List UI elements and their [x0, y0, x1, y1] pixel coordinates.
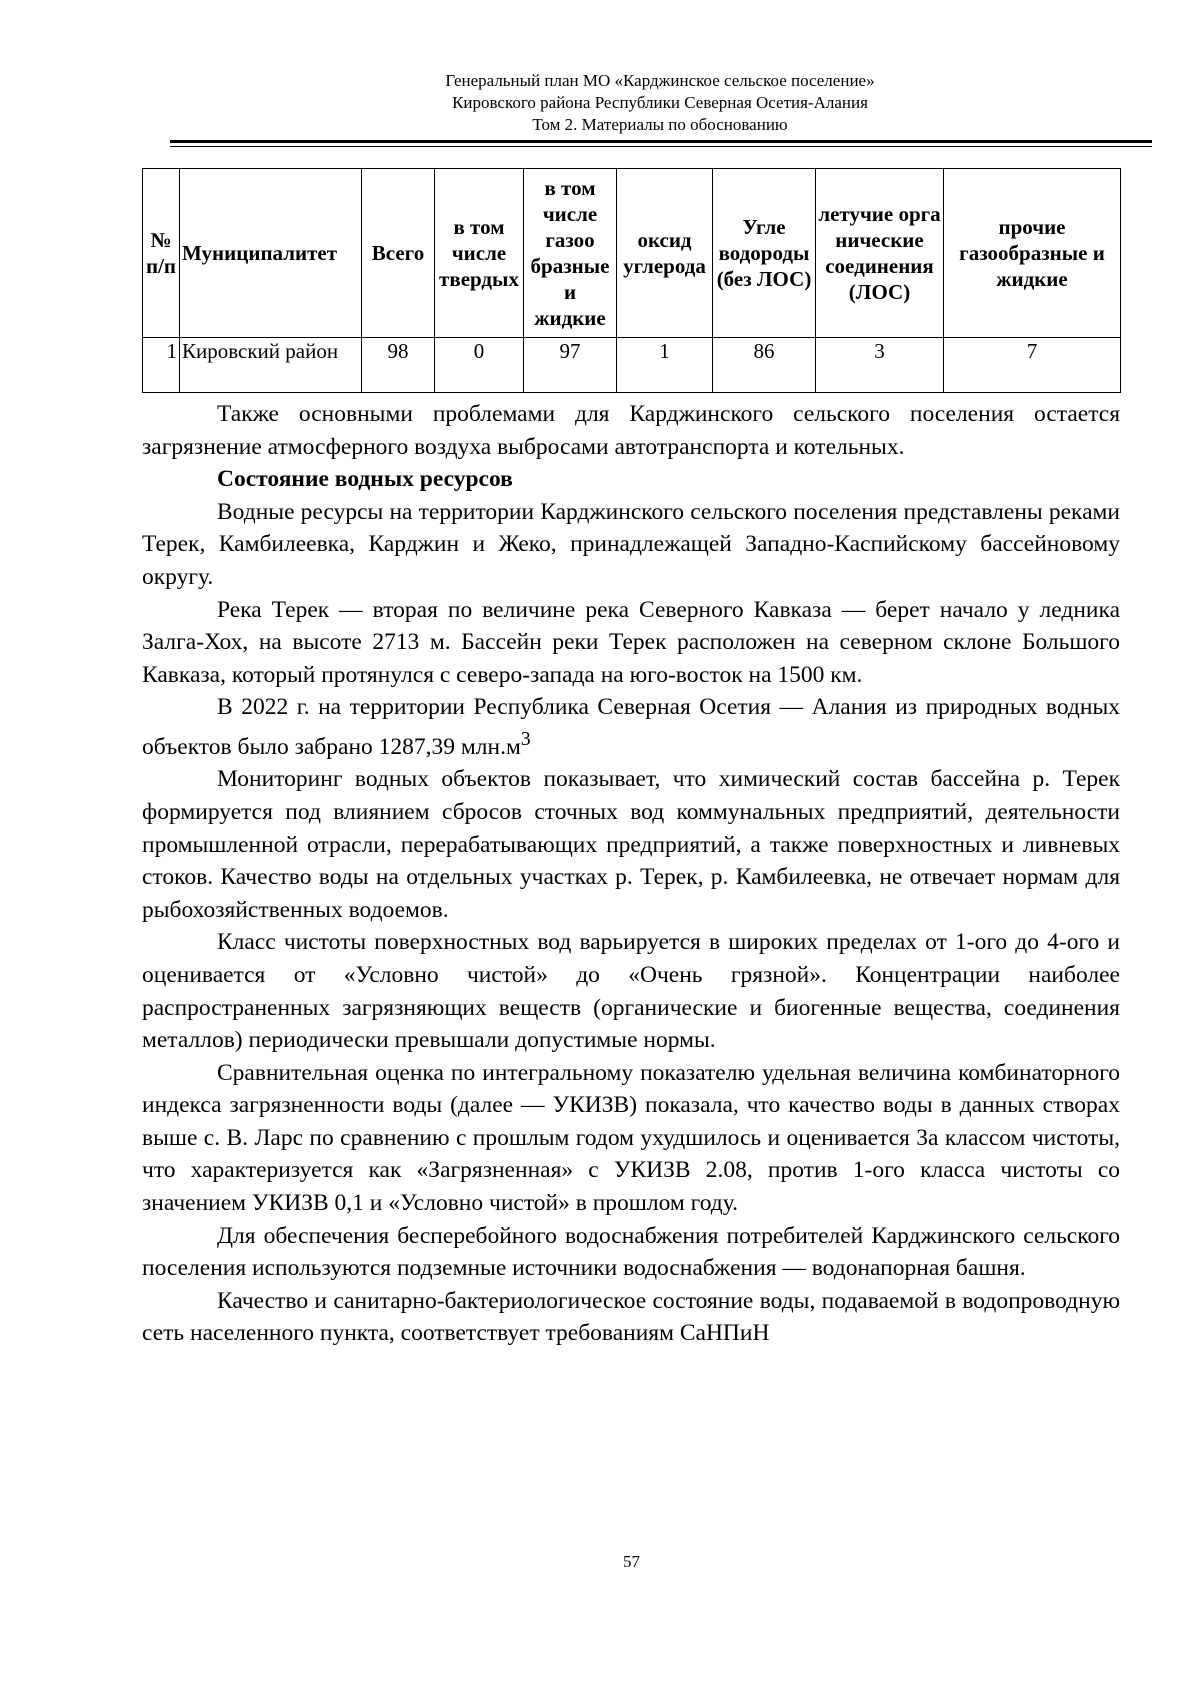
col-header-voc: летучие орга нические соединения (ЛОС) [816, 169, 944, 338]
col-header-gas-liquid: в том числе газоо бразные и жидкие [524, 169, 617, 338]
cell-total: 98 [362, 338, 435, 393]
paragraph-water-resources: Водные ресурсы на территории Карджинского сельского поселения представлены реками Терек, Камбилеевка, Карджин и Жеко, принадлежащей Западно-Каспийскому бассейновому округу. [142, 498, 1120, 590]
header-line-1: Генеральный план МО «Карджинское сельское поселение» [445, 71, 875, 90]
col-header-hydrocarbons: Угле водороды (без ЛОС) [713, 169, 816, 338]
header-rule-thin [170, 146, 1152, 147]
col-header-solid: в том числе твердых [435, 169, 524, 338]
col-header-municipality: Муниципалитет [180, 169, 362, 338]
col-header-num: № п/п [143, 169, 180, 338]
cubic-superscript: 3 [520, 728, 531, 750]
header-line-2: Кировского района Республики Северная Осетия-Алания [452, 93, 868, 112]
cell-num: 1 [143, 338, 180, 393]
paragraph-water-supply: Для обеспечения бесперебойного водоснабжения потребителей Карджинского сельского поселения используются подземные источники водоснабжения — водонапорная башня. [142, 1222, 1120, 1282]
page-header [170, 70, 1150, 136]
cell-hydrocarbons: 86 [713, 338, 816, 393]
page-number: 57 [623, 1552, 640, 1571]
body-text [142, 398, 1120, 1350]
table-row [143, 338, 1121, 393]
header-line-3: Том 2. Материалы по обоснованию [532, 115, 788, 134]
col-header-co: оксид углерода [617, 169, 713, 338]
cell-co: 1 [617, 338, 713, 393]
header-rule-thick [170, 140, 1152, 143]
paragraph-water-quality: Качество и санитарно-бактериологическое состояние воды, подаваемой в водопроводную сеть населенного пункта, соответствует требованиям СаНПиН [142, 1287, 1120, 1347]
table-header-row [143, 169, 1121, 338]
paragraph-air-pollution: Также основными проблемами для Карджинского сельского поселения остается загрязнение атмосферного воздуха выбросами автотранспорта и котельных. [142, 401, 1120, 460]
cell-municipality: Кировский район [180, 338, 362, 393]
water-withdrawal-text: В 2022 г. на территории Республика Северная Осетия — Алания из природных водных объектов было забрано 1287,39 млн.м [142, 694, 1120, 760]
cell-solid: 0 [435, 338, 524, 393]
emissions-table [142, 168, 1121, 393]
paragraph-monitoring: Мониторинг водных объектов показывает, что химический состав бассейна р. Терек формируется под влиянием сбросов сточных вод коммунальных предприятий, деятельности промышленной отрасли, перерабатывающих предприятий, а также поверхностных и ливневых стоков. Качество воды на отдельных участках р. Терек, р. Камбилеевка, не отвечает нормам для рыбохозяйственных водоемов. [142, 766, 1120, 923]
section-heading-water-resources: Состояние водных ресурсов [217, 466, 513, 493]
cell-gas-liquid: 97 [524, 338, 617, 393]
paragraph-ukizv-assessment: Сравнительная оценка по интегральному показателю удельная величина комбинаторного индекса загрязненности воды (далее — УКИЗВ) показала, что качество воды в данных створах выше с. В. Ларс по сравнению с прошлым годом ухудшилось и оценивается 3а классом чистоты, что характеризуется как «Загрязненная» с УКИЗВ 2.08, против 1-ого класса чистоты со значением УКИЗВ 0,1 и «Условно чистой» в прошлом году. [142, 1059, 1120, 1217]
paragraph-water-withdrawal [142, 691, 1120, 763]
cell-voc: 3 [816, 338, 944, 393]
cell-other: 7 [944, 338, 1121, 393]
paragraph-purity-class: Класс чистоты поверхностных вод варьируется в широких пределах от 1-ого до 4-ого и оценивается от «Условно чистой» до «Очень грязной». Концентрации наиболее распространенных загрязняющих веществ (органические и биогенные вещества, соединения металлов) периодически превышали допустимые нормы. [142, 929, 1120, 1054]
col-header-total: Всего [362, 169, 435, 338]
col-header-other: прочие газообразные и жидкие [944, 169, 1121, 338]
paragraph-terek-river: Река Терек — вторая по величине река Северного Кавказа — берет начало у ледника Залга-Хох, на высоте 2713 м. Бассейн реки Терек расположен на северном склоне Большого Кавказа, который протянулся с северо-запада на юго-восток на 1500 км. [142, 596, 1120, 688]
